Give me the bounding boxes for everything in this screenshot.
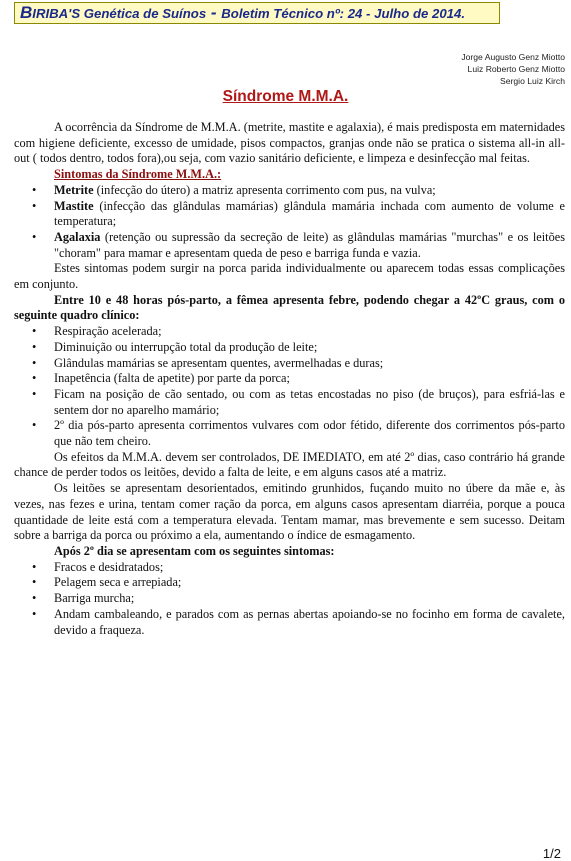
list-item: • Glândulas mamárias se apresentam quentes, avermelhadas e duras; xyxy=(14,356,565,372)
document-body xyxy=(14,120,565,638)
banner-bulletin: Boletim Técnico nº: 24 - Julho de 2014. xyxy=(221,6,465,21)
symptom-term: Agalaxia xyxy=(54,229,101,244)
list-item: • Andam cambaleando, e parados com as pernas abertas apoiando-se no focinho em forma de cavalete, devido a fraqueza. xyxy=(14,607,565,638)
after-list xyxy=(14,560,565,639)
banner-brand: IRIBA'S Genética de Suínos xyxy=(32,6,207,21)
list-item xyxy=(14,199,565,230)
banner-dash: - xyxy=(206,3,222,22)
list-item: • 2º dia pós-parto apresenta corrimentos vulvares com odor fétido, diferente dos corrimentos pós-parto que não tem cheiro. xyxy=(14,418,565,449)
symptom-term: Mastite xyxy=(54,198,94,213)
list-item: • Inapetência (falta de apetite) por parte da porca; xyxy=(14,371,565,387)
author-name: Jorge Augusto Genz Miotto xyxy=(461,52,565,62)
author-name: Sergio Luiz Kirch xyxy=(500,76,565,86)
list-item: • Barriga murcha; xyxy=(14,591,565,607)
list-item: • Fracos e desidratados; xyxy=(14,560,565,576)
symptom-term: Metrite xyxy=(54,182,94,197)
effects-paragraph: Os efeitos da M.M.A. devem ser controlados, DE IMEDIATO, em até 2º dias, caso contrário há grande chance de perder todos os leitões, devido a falta de leite, e em alguns casos até a matriz. xyxy=(14,449,565,480)
symptom-text: (infecção das glândulas mamárias) glândula mamária inchada com aumento de volume e temperatura; xyxy=(54,198,565,229)
list-item: • Respiração acelerada; xyxy=(14,324,565,340)
clinical-heading: Entre 10 e 48 horas pós-parto, a fêmea apresenta febre, podendo chegar a 42ºC graus, com o seguinte quadro clínico: xyxy=(14,292,565,323)
bulletin-banner xyxy=(14,2,500,24)
authors-block xyxy=(461,51,565,87)
list-item xyxy=(14,183,565,199)
page-number: 1/2 xyxy=(542,846,561,861)
symptoms-heading: Sintomas da Síndrome M.M.A.: xyxy=(54,167,222,182)
piglets-paragraph: Os leitões se apresentam desorientados, emitindo grunhidos, fuçando muito no úbere da mãe e, às vezes, nas fezes e urina, tentam comer ração da porca, em alguns casos apresentam diarréia, porque a pouca quantidade de leite está com a temperatura elevada. Tentam mamar, mas brevemente e sem sucesso. Deitam sobre a barriga da porca ou próximo a ela, aumentando o índice de esmagamento. xyxy=(14,481,565,543)
symptom-text: (retenção ou supressão da secreção de leite) as glândulas mamárias "murchas" e os leitões "choram" para mamar e apresentam queda de peso e barriga funda e vazia. xyxy=(54,229,565,260)
list-item: • Ficam na posição de cão sentado, ou com as tetas encostadas no piso (de bruços), para esfriá-las e sentem dor no aparelho mamário; xyxy=(14,387,565,418)
banner-initial: B xyxy=(20,3,33,22)
author-name: Luiz Roberto Genz Miotto xyxy=(467,64,565,74)
document-title: Síndrome M.M.A. xyxy=(222,88,349,105)
symptoms-note: Estes sintomas podem surgir na porca parida individualmente ou aparecem todas essas complicações em conjunto. xyxy=(14,261,565,292)
list-item xyxy=(14,230,565,261)
symptom-text: (infecção do útero) a matriz apresenta corrimento com pus, na vulva; xyxy=(93,182,436,197)
after-heading: Após 2º dia se apresentam com os seguintes sintomas: xyxy=(54,543,335,558)
intro-paragraph: A ocorrência da Síndrome de M.M.A. (metrite, mastite e agalaxia), é mais predisposta em maternidades com higiene deficiente, excesso de umidade, pisos compactos, granjas onde não se pratica o sistema all-in all-out ( todos dentro, todos fora),ou seja, com vazio sanitário deficiente, e limpeza e desinfecção mal feitas. xyxy=(14,120,565,166)
symptoms-list xyxy=(14,183,565,262)
list-item: • Pelagem seca e arrepiada; xyxy=(14,575,565,591)
clinical-list xyxy=(14,324,565,450)
list-item: • Diminuição ou interrupção total da produção de leite; xyxy=(14,340,565,356)
